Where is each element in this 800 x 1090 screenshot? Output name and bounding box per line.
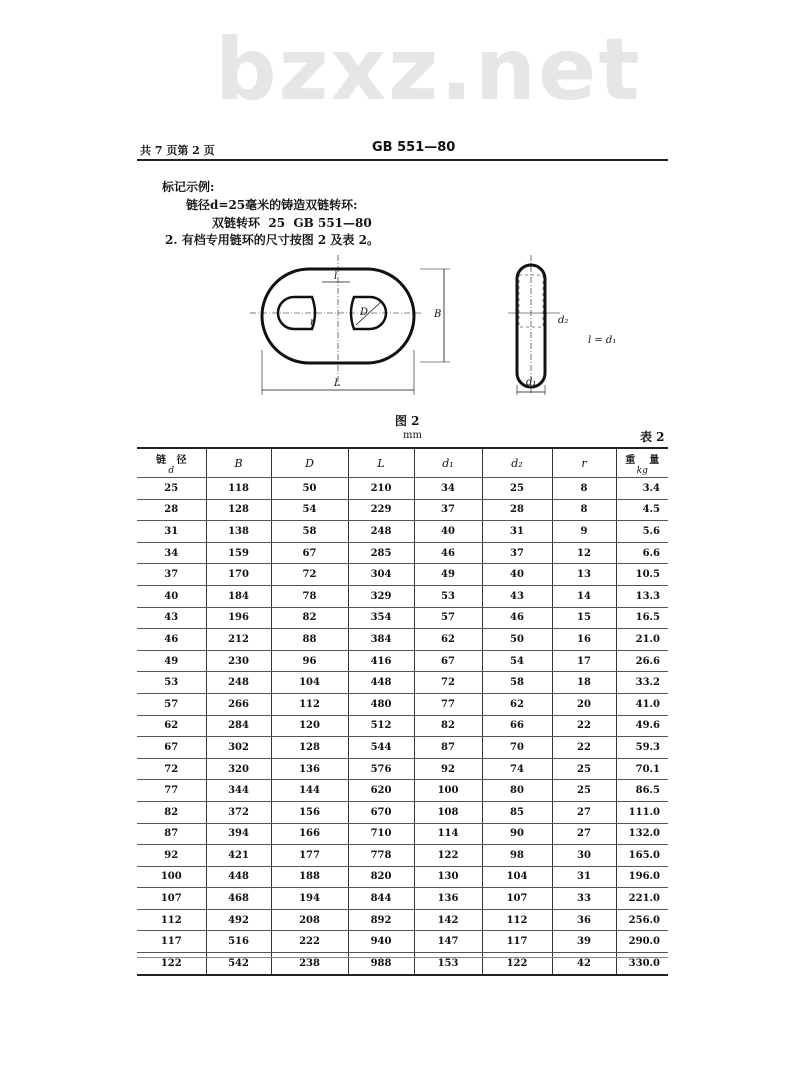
table-cell: 14 bbox=[552, 585, 616, 607]
table-cell: 492 bbox=[206, 909, 271, 931]
table-cell: 284 bbox=[206, 715, 271, 737]
table-cell: 28 bbox=[482, 499, 552, 521]
table-cell: 46 bbox=[137, 629, 206, 651]
table-cell: 82 bbox=[137, 801, 206, 823]
table-cell: 100 bbox=[137, 866, 206, 888]
column-header bbox=[616, 448, 668, 478]
table-cell: 49 bbox=[137, 650, 206, 672]
table-cell: 74 bbox=[482, 758, 552, 780]
table-cell: 159 bbox=[206, 542, 271, 564]
table-cell: 40 bbox=[137, 585, 206, 607]
table-cell: 118 bbox=[206, 478, 271, 500]
table-row bbox=[137, 521, 668, 543]
column-header bbox=[414, 448, 482, 478]
table-cell: 100 bbox=[414, 780, 482, 802]
table-cell: 112 bbox=[137, 909, 206, 931]
table-cell: 16 bbox=[552, 629, 616, 651]
table-row bbox=[137, 823, 668, 845]
column-header bbox=[271, 448, 348, 478]
table-cell: 87 bbox=[414, 737, 482, 759]
column-header-label: B bbox=[234, 456, 243, 470]
table-cell: 46 bbox=[482, 607, 552, 629]
table-cell: 136 bbox=[414, 888, 482, 910]
table-cell: 46 bbox=[414, 542, 482, 564]
table-cell: 4.5 bbox=[616, 499, 668, 521]
table-row bbox=[137, 801, 668, 823]
table-cell: 248 bbox=[348, 521, 414, 543]
table-cell: 142 bbox=[414, 909, 482, 931]
table-cell: 18 bbox=[552, 672, 616, 694]
table-cell: 222 bbox=[271, 931, 348, 953]
table-cell: 230 bbox=[206, 650, 271, 672]
table-cell: 20 bbox=[552, 693, 616, 715]
table-cell: 130 bbox=[414, 866, 482, 888]
table-cell: 37 bbox=[482, 542, 552, 564]
table-cell: 58 bbox=[271, 521, 348, 543]
table-cell: 468 bbox=[206, 888, 271, 910]
table-cell: 138 bbox=[206, 521, 271, 543]
table-row bbox=[137, 888, 668, 910]
table-cell: 480 bbox=[348, 693, 414, 715]
standard-number: GB 551—80 bbox=[372, 140, 456, 155]
table-cell: 111.0 bbox=[616, 801, 668, 823]
table-cell: 77 bbox=[414, 693, 482, 715]
table-cell: 77 bbox=[137, 780, 206, 802]
column-header-sub: kg bbox=[636, 465, 648, 476]
table-row bbox=[137, 478, 668, 500]
table-cell: 892 bbox=[348, 909, 414, 931]
column-header bbox=[137, 448, 206, 478]
table-row bbox=[137, 953, 668, 975]
table-cell: 302 bbox=[206, 737, 271, 759]
table-cell: 25 bbox=[482, 478, 552, 500]
table-cell: 8 bbox=[552, 499, 616, 521]
column-header-label: D bbox=[305, 456, 314, 470]
table-cell: 448 bbox=[348, 672, 414, 694]
table-cell: 416 bbox=[348, 650, 414, 672]
table-row bbox=[137, 564, 668, 586]
table-cell: 36 bbox=[552, 909, 616, 931]
table-row bbox=[137, 629, 668, 651]
table-cell: 384 bbox=[348, 629, 414, 651]
table-cell: 184 bbox=[206, 585, 271, 607]
table-cell: 96 bbox=[271, 650, 348, 672]
column-header bbox=[482, 448, 552, 478]
table-cell: 122 bbox=[414, 845, 482, 867]
table-cell: 107 bbox=[482, 888, 552, 910]
table-cell: 39 bbox=[552, 931, 616, 953]
table-cell: 177 bbox=[271, 845, 348, 867]
footer-rule bbox=[137, 957, 668, 958]
table-cell: 41.0 bbox=[616, 693, 668, 715]
table-cell: 67 bbox=[137, 737, 206, 759]
table-row bbox=[137, 542, 668, 564]
table-cell: 304 bbox=[348, 564, 414, 586]
figure-caption: 图 2 bbox=[395, 414, 420, 428]
table-cell: 576 bbox=[348, 758, 414, 780]
table-unit: mm bbox=[403, 430, 422, 441]
table-row bbox=[137, 499, 668, 521]
label-r: r bbox=[310, 317, 315, 328]
table-cell: 210 bbox=[348, 478, 414, 500]
table-cell: 448 bbox=[206, 866, 271, 888]
table-cell: 82 bbox=[414, 715, 482, 737]
table-cell: 28 bbox=[137, 499, 206, 521]
table-cell: 344 bbox=[206, 780, 271, 802]
table-cell: 50 bbox=[482, 629, 552, 651]
table-cell: 43 bbox=[137, 607, 206, 629]
figure-2-drawing bbox=[250, 255, 630, 405]
column-header-label: d₁ bbox=[442, 456, 454, 470]
table-cell: 90 bbox=[482, 823, 552, 845]
table-cell: 988 bbox=[348, 953, 414, 975]
table-cell: 62 bbox=[414, 629, 482, 651]
table-row bbox=[137, 715, 668, 737]
table-cell: 15 bbox=[552, 607, 616, 629]
table-cell: 62 bbox=[482, 693, 552, 715]
table-cell: 512 bbox=[348, 715, 414, 737]
table-cell: 72 bbox=[271, 564, 348, 586]
table-cell: 330.0 bbox=[616, 953, 668, 975]
table-cell: 85 bbox=[482, 801, 552, 823]
table-cell: 33.2 bbox=[616, 672, 668, 694]
table-cell: 394 bbox=[206, 823, 271, 845]
table-cell: 266 bbox=[206, 693, 271, 715]
table-cell: 421 bbox=[206, 845, 271, 867]
table-row bbox=[137, 737, 668, 759]
table-cell: 132.0 bbox=[616, 823, 668, 845]
column-header-sub: d bbox=[168, 465, 175, 476]
dimension-table bbox=[137, 447, 668, 976]
table-row bbox=[137, 780, 668, 802]
table-cell: 98 bbox=[482, 845, 552, 867]
table-cell: 53 bbox=[414, 585, 482, 607]
table-cell: 25 bbox=[552, 780, 616, 802]
table-row bbox=[137, 693, 668, 715]
table-cell: 40 bbox=[414, 521, 482, 543]
example-line2: 双链转环 25 GB 551—80 bbox=[212, 216, 372, 230]
table-cell: 196 bbox=[206, 607, 271, 629]
table-cell: 27 bbox=[552, 801, 616, 823]
table-cell: 516 bbox=[206, 931, 271, 953]
table-cell: 37 bbox=[137, 564, 206, 586]
table-cell: 128 bbox=[206, 499, 271, 521]
table-cell: 117 bbox=[482, 931, 552, 953]
item-2: 2. 有档专用链环的尺寸按图 2 及表 2。 bbox=[165, 233, 379, 247]
table-cell: 16.5 bbox=[616, 607, 668, 629]
table-cell: 248 bbox=[206, 672, 271, 694]
table-cell: 112 bbox=[482, 909, 552, 931]
label-l: l bbox=[334, 271, 338, 282]
table-row bbox=[137, 650, 668, 672]
table-cell: 30 bbox=[552, 845, 616, 867]
table-cell: 33 bbox=[552, 888, 616, 910]
table-cell: 92 bbox=[137, 845, 206, 867]
table-cell: 31 bbox=[137, 521, 206, 543]
table-row bbox=[137, 672, 668, 694]
table-cell: 940 bbox=[348, 931, 414, 953]
table-cell: 147 bbox=[414, 931, 482, 953]
table-cell: 144 bbox=[271, 780, 348, 802]
table-cell: 27 bbox=[552, 823, 616, 845]
table-cell: 25 bbox=[552, 758, 616, 780]
table-cell: 59.3 bbox=[616, 737, 668, 759]
table-cell: 354 bbox=[348, 607, 414, 629]
example-line1: 链径d=25毫米的铸造双链转环: bbox=[186, 198, 358, 212]
watermark: bzxz.net bbox=[215, 20, 642, 120]
table-cell: 170 bbox=[206, 564, 271, 586]
table-cell: 57 bbox=[137, 693, 206, 715]
table-cell: 212 bbox=[206, 629, 271, 651]
table-cell: 67 bbox=[271, 542, 348, 564]
table-cell: 844 bbox=[348, 888, 414, 910]
table-cell: 10.5 bbox=[616, 564, 668, 586]
table-cell: 67 bbox=[414, 650, 482, 672]
table-cell: 107 bbox=[137, 888, 206, 910]
table-label: 表 2 bbox=[640, 430, 665, 444]
table-cell: 66 bbox=[482, 715, 552, 737]
table-cell: 9 bbox=[552, 521, 616, 543]
table-cell: 72 bbox=[137, 758, 206, 780]
table-cell: 165.0 bbox=[616, 845, 668, 867]
header-rule bbox=[137, 159, 668, 161]
table-cell: 86.5 bbox=[616, 780, 668, 802]
table-cell: 136 bbox=[271, 758, 348, 780]
table-cell: 53 bbox=[137, 672, 206, 694]
table-cell: 54 bbox=[271, 499, 348, 521]
table-cell: 104 bbox=[482, 866, 552, 888]
table-cell: 34 bbox=[414, 478, 482, 500]
table-cell: 88 bbox=[271, 629, 348, 651]
table-cell: 31 bbox=[482, 521, 552, 543]
example-title: 标记示例: bbox=[162, 180, 215, 194]
table-row bbox=[137, 931, 668, 953]
table-cell: 50 bbox=[271, 478, 348, 500]
table-cell: 5.6 bbox=[616, 521, 668, 543]
table-row bbox=[137, 585, 668, 607]
table-cell: 329 bbox=[348, 585, 414, 607]
label-D: D bbox=[360, 307, 369, 318]
column-header-label: d₂ bbox=[511, 456, 523, 470]
table-cell: 188 bbox=[271, 866, 348, 888]
table-cell: 544 bbox=[348, 737, 414, 759]
table-row bbox=[137, 845, 668, 867]
table-cell: 114 bbox=[414, 823, 482, 845]
table-cell: 42 bbox=[552, 953, 616, 975]
table-cell: 37 bbox=[414, 499, 482, 521]
table-cell: 820 bbox=[348, 866, 414, 888]
table-cell: 70 bbox=[482, 737, 552, 759]
table-cell: 8 bbox=[552, 478, 616, 500]
table-cell: 21.0 bbox=[616, 629, 668, 651]
table-cell: 58 bbox=[482, 672, 552, 694]
column-header bbox=[552, 448, 616, 478]
table-row bbox=[137, 607, 668, 629]
table-cell: 13.3 bbox=[616, 585, 668, 607]
table-cell: 117 bbox=[137, 931, 206, 953]
table-cell: 122 bbox=[137, 953, 206, 975]
table-cell: 22 bbox=[552, 737, 616, 759]
table-cell: 710 bbox=[348, 823, 414, 845]
table-cell: 238 bbox=[271, 953, 348, 975]
table-cell: 778 bbox=[348, 845, 414, 867]
label-L: L bbox=[334, 378, 341, 389]
column-header-label: L bbox=[377, 456, 385, 470]
table-cell: 290.0 bbox=[616, 931, 668, 953]
table-header-row bbox=[137, 448, 668, 478]
table-cell: 62 bbox=[137, 715, 206, 737]
table-cell: 156 bbox=[271, 801, 348, 823]
table-cell: 620 bbox=[348, 780, 414, 802]
table-cell: 120 bbox=[271, 715, 348, 737]
table-cell: 17 bbox=[552, 650, 616, 672]
table-cell: 542 bbox=[206, 953, 271, 975]
table-cell: 104 bbox=[271, 672, 348, 694]
table-row bbox=[137, 758, 668, 780]
table-cell: 166 bbox=[271, 823, 348, 845]
table-cell: 34 bbox=[137, 542, 206, 564]
table-cell: 49.6 bbox=[616, 715, 668, 737]
table-row bbox=[137, 866, 668, 888]
table-cell: 25 bbox=[137, 478, 206, 500]
table-cell: 40 bbox=[482, 564, 552, 586]
table-cell: 3.4 bbox=[616, 478, 668, 500]
table-cell: 108 bbox=[414, 801, 482, 823]
table-cell: 82 bbox=[271, 607, 348, 629]
table-cell: 26.6 bbox=[616, 650, 668, 672]
column-header bbox=[348, 448, 414, 478]
table-cell: 194 bbox=[271, 888, 348, 910]
table-cell: 285 bbox=[348, 542, 414, 564]
table-cell: 153 bbox=[414, 953, 482, 975]
table-cell: 196.0 bbox=[616, 866, 668, 888]
table-cell: 13 bbox=[552, 564, 616, 586]
table-cell: 43 bbox=[482, 585, 552, 607]
table-cell: 112 bbox=[271, 693, 348, 715]
table-cell: 92 bbox=[414, 758, 482, 780]
column-header-label: 重 量 bbox=[625, 454, 660, 466]
label-note: l = d₁ bbox=[588, 335, 617, 346]
table-cell: 54 bbox=[482, 650, 552, 672]
column-header-label: 链 径 bbox=[156, 454, 187, 466]
table-cell: 78 bbox=[271, 585, 348, 607]
table-cell: 80 bbox=[482, 780, 552, 802]
page-info: 共 7 页第 2 页 bbox=[140, 144, 215, 157]
label-B: B bbox=[434, 309, 442, 320]
label-d1: d₁ bbox=[526, 377, 537, 388]
label-d2: d₂ bbox=[558, 315, 569, 326]
table-cell: 57 bbox=[414, 607, 482, 629]
table-cell: 670 bbox=[348, 801, 414, 823]
table-cell: 128 bbox=[271, 737, 348, 759]
table-cell: 221.0 bbox=[616, 888, 668, 910]
table-cell: 70.1 bbox=[616, 758, 668, 780]
table-cell: 122 bbox=[482, 953, 552, 975]
table-cell: 372 bbox=[206, 801, 271, 823]
table-cell: 320 bbox=[206, 758, 271, 780]
column-header bbox=[206, 448, 271, 478]
table-row bbox=[137, 909, 668, 931]
table-cell: 12 bbox=[552, 542, 616, 564]
table-cell: 208 bbox=[271, 909, 348, 931]
table-cell: 31 bbox=[552, 866, 616, 888]
table-cell: 6.6 bbox=[616, 542, 668, 564]
table-cell: 22 bbox=[552, 715, 616, 737]
table-cell: 49 bbox=[414, 564, 482, 586]
table-cell: 229 bbox=[348, 499, 414, 521]
table-cell: 256.0 bbox=[616, 909, 668, 931]
table-cell: 72 bbox=[414, 672, 482, 694]
table-cell: 87 bbox=[137, 823, 206, 845]
column-header-label: r bbox=[581, 456, 587, 470]
